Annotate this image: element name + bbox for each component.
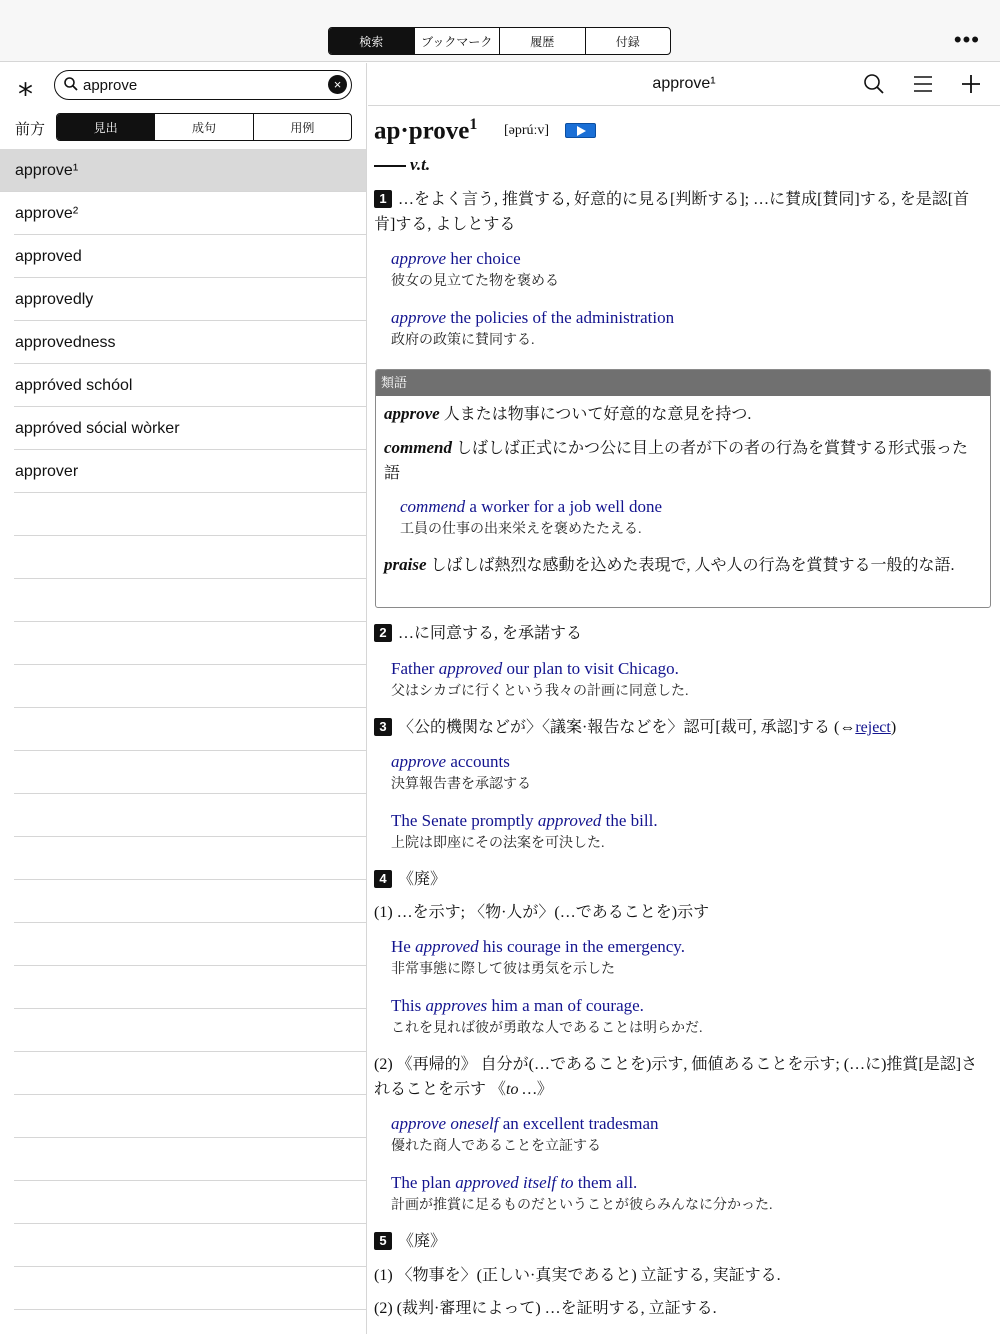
tab-search[interactable]: 検索	[329, 28, 415, 54]
list-item[interactable]: appróved sócial wòrker	[14, 407, 366, 450]
subsense-4-1: (1) …を示す; 〈物·人が〉(…であることを)示す	[374, 904, 710, 921]
part-of-speech: v.t.	[374, 155, 430, 175]
example: approve the policies of the administration 政府の政策に賛同する.	[391, 308, 675, 348]
empty-list-rows	[14, 493, 366, 1310]
example: approve her choice 彼女の見立てた物を褒める	[391, 249, 559, 289]
tab-bookmark[interactable]: ブックマーク	[415, 28, 501, 54]
example: This approves him a man of courage. これを見れば彼が勇敢な人であることは明らかだ.	[391, 996, 703, 1036]
top-toolbar	[0, 0, 1000, 62]
list-item[interactable]: appróved schóol	[14, 364, 366, 407]
synonyms-label: 類語	[376, 370, 990, 396]
search-icon	[64, 77, 78, 91]
clear-icon[interactable]: ×	[328, 75, 347, 94]
tab-phrase[interactable]: 成句	[155, 114, 253, 140]
tab-history[interactable]: 履歴	[500, 28, 586, 54]
subsense-4-2: (2) 《再帰的》 自分が(…であることを)示す, 価値あることを示す; (…に)推賞[是認]されることを示す 《to …》	[374, 1056, 978, 1098]
list-item[interactable]: approver	[14, 450, 366, 493]
synonyms-box	[375, 369, 991, 608]
example: approve oneself an excellent tradesman 優れた商人であることを立証する	[391, 1114, 659, 1154]
list-item[interactable]: approve²	[14, 192, 366, 235]
menu-icon[interactable]	[912, 73, 934, 95]
example: The Senate promptly approved the bill. 上院は即座にその法案を可決した.	[391, 811, 658, 851]
example: The plan approved itself to them all. 計画が推賞に足るものだということが彼らみんなに分かった.	[391, 1173, 773, 1213]
example: commend a worker for a job well done 工員の仕事の出来栄えを褒めたたえる.	[400, 497, 663, 537]
list-item[interactable]: approve¹	[0, 149, 366, 192]
more-icon[interactable]: •••	[953, 27, 980, 52]
search-input[interactable]	[83, 74, 323, 96]
tab-headword[interactable]: 見出	[57, 114, 155, 140]
sense-4: 4 《廃》	[374, 867, 986, 892]
search-box	[54, 70, 352, 100]
example: approve accounts 決算報告書を承認する	[391, 752, 531, 792]
headword: ap·prove$^1$	[374, 116, 478, 145]
result-list	[0, 149, 366, 493]
subsense-5-2: (2) (裁判·審理によって) …を証明する, 立証する.	[374, 1300, 717, 1317]
sense-3: 3 〈公的機関などが〉〈議案·報告などを〉認可[裁可, 承認]する (⇔reject)	[374, 715, 986, 740]
list-item[interactable]: approved	[14, 235, 366, 278]
synonym: praise しばしば熱烈な感動を込めた表現で, 人や人の行為を賞賛する一般的な語.	[384, 555, 955, 574]
sense-5: 5 《廃》	[374, 1229, 986, 1254]
sense-2: 2 …に同意する, を承諾する	[374, 621, 986, 646]
main-tab-control	[328, 27, 671, 55]
wildcard-icon[interactable]: ⁎	[18, 69, 33, 102]
synonym: approve 人または物事について好意的な意見を持つ.	[384, 404, 752, 423]
sense-1: 1 …をよく言う, 推賞する, 好意的に見る[判断する]; …に賛成[賛同]する, を是認[首肯]する, よしとする	[374, 191, 970, 233]
example: He approved his courage in the emergency. 非常事態に際して彼は勇気を示した	[391, 937, 685, 977]
index-pane	[0, 63, 367, 1334]
list-item[interactable]: approvedly	[14, 278, 366, 321]
match-mode-label[interactable]: 前方	[15, 121, 46, 138]
entry-title: approve¹	[652, 75, 716, 92]
tab-appendix[interactable]: 付録	[615, 34, 640, 49]
example: Father approved our plan to visit Chicago. 父はシカゴに行くという我々の計画に同意した.	[391, 659, 689, 699]
entry-header	[368, 63, 1000, 106]
subsense-5-1: (1) 〈物事を〉(正しい·真実であると) 立証する, 実証する.	[374, 1267, 781, 1284]
play-audio-icon[interactable]	[565, 123, 596, 138]
search-icon[interactable]	[863, 73, 885, 95]
reject-link[interactable]: reject	[855, 719, 891, 736]
synonym: commend しばしば正式にかつ公に目上の者が下の者の行為を賞賛する形式張った語	[384, 438, 969, 482]
add-icon[interactable]	[960, 73, 982, 95]
tab-example[interactable]: 用例	[290, 120, 315, 135]
pronunciation: [əprúːv]	[504, 123, 550, 138]
entry-pane	[368, 63, 1000, 1334]
list-item[interactable]: approvedness	[14, 321, 366, 364]
search-mode-control	[56, 113, 352, 141]
